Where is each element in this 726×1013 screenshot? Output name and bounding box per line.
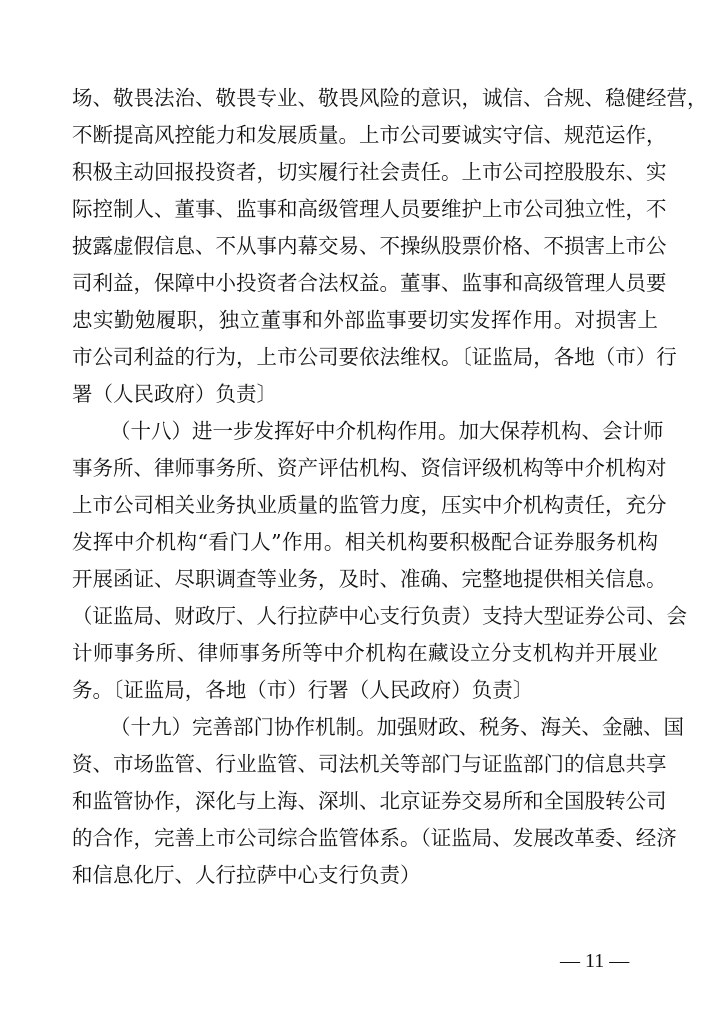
body-line: 的合作，完善上市公司综合监管体系。（证监局、发展改革委、经济 [72, 826, 677, 850]
body-line: 和信息化厅、人行拉萨中心支行负责） [72, 863, 421, 887]
body-line: 市公司利益的行为，上市公司要依法维权。〔证监局，各地（市）行 [72, 345, 677, 369]
body-line: 计师事务所、律师事务所等中介机构在藏设立分支机构并开展业 [72, 641, 658, 665]
body-line: 事务所、律师事务所、资产评估机构、资信评级机构等中介机构对 [72, 456, 667, 480]
body-line: 披露虚假信息、不从事内幕交易、不操纵股票价格、不损害上市公 [72, 234, 667, 258]
body-line: 不断提高风控能力和发展质量。上市公司要诚实守信、规范运作， [72, 123, 667, 147]
body-line: 务。〔证监局，各地（市）行署（人民政府）负责〕 [72, 678, 534, 702]
body-line: 场、敬畏法治、敬畏专业、敬畏风险的意识，诚信、合规、稳健经营， [72, 86, 708, 110]
body-line: 司利益，保障中小投资者合法权益。董事、监事和高级管理人员要 [72, 271, 667, 295]
body-line: 发挥中介机构“看门人”作用。相关机构要积极配合证券服务机构 [72, 530, 658, 554]
body-line: 署（人民政府）负责〕 [72, 382, 277, 406]
body-line: 和监管协作，深化与上海、深圳、北京证券交易所和全国股转公司 [72, 789, 667, 813]
body-line: 际控制人、董事、监事和高级管理人员要维护上市公司独立性，不 [72, 197, 667, 221]
paragraph-heading-19: （十九）完善部门协作机制。加强财政、税务、海关、金融、国 [110, 715, 684, 739]
body-line: 忠实勤勉履职，独立董事和外部监事要切实发挥作用。对损害上 [72, 308, 658, 332]
page-number: — 11 — [560, 950, 630, 972]
body-line: 资、市场监管、行业监管、司法机关等部门与证监部门的信息共享 [72, 752, 667, 776]
paragraph-heading-18: （十八）进一步发挥好中介机构作用。加大保荐机构、会计师 [110, 419, 664, 443]
body-line: （证监局、财政厅、人行拉萨中心支行负责）支持大型证券公司、会 [72, 604, 687, 628]
body-line: 开展函证、尽职调查等业务，及时、准确、完整地提供相关信息。 [72, 567, 667, 591]
body-line: 上市公司相关业务执业质量的监管力度，压实中介机构责任，充分 [72, 493, 667, 517]
body-line: 积极主动回报投资者，切实履行社会责任。上市公司控股股东、实 [72, 160, 667, 184]
